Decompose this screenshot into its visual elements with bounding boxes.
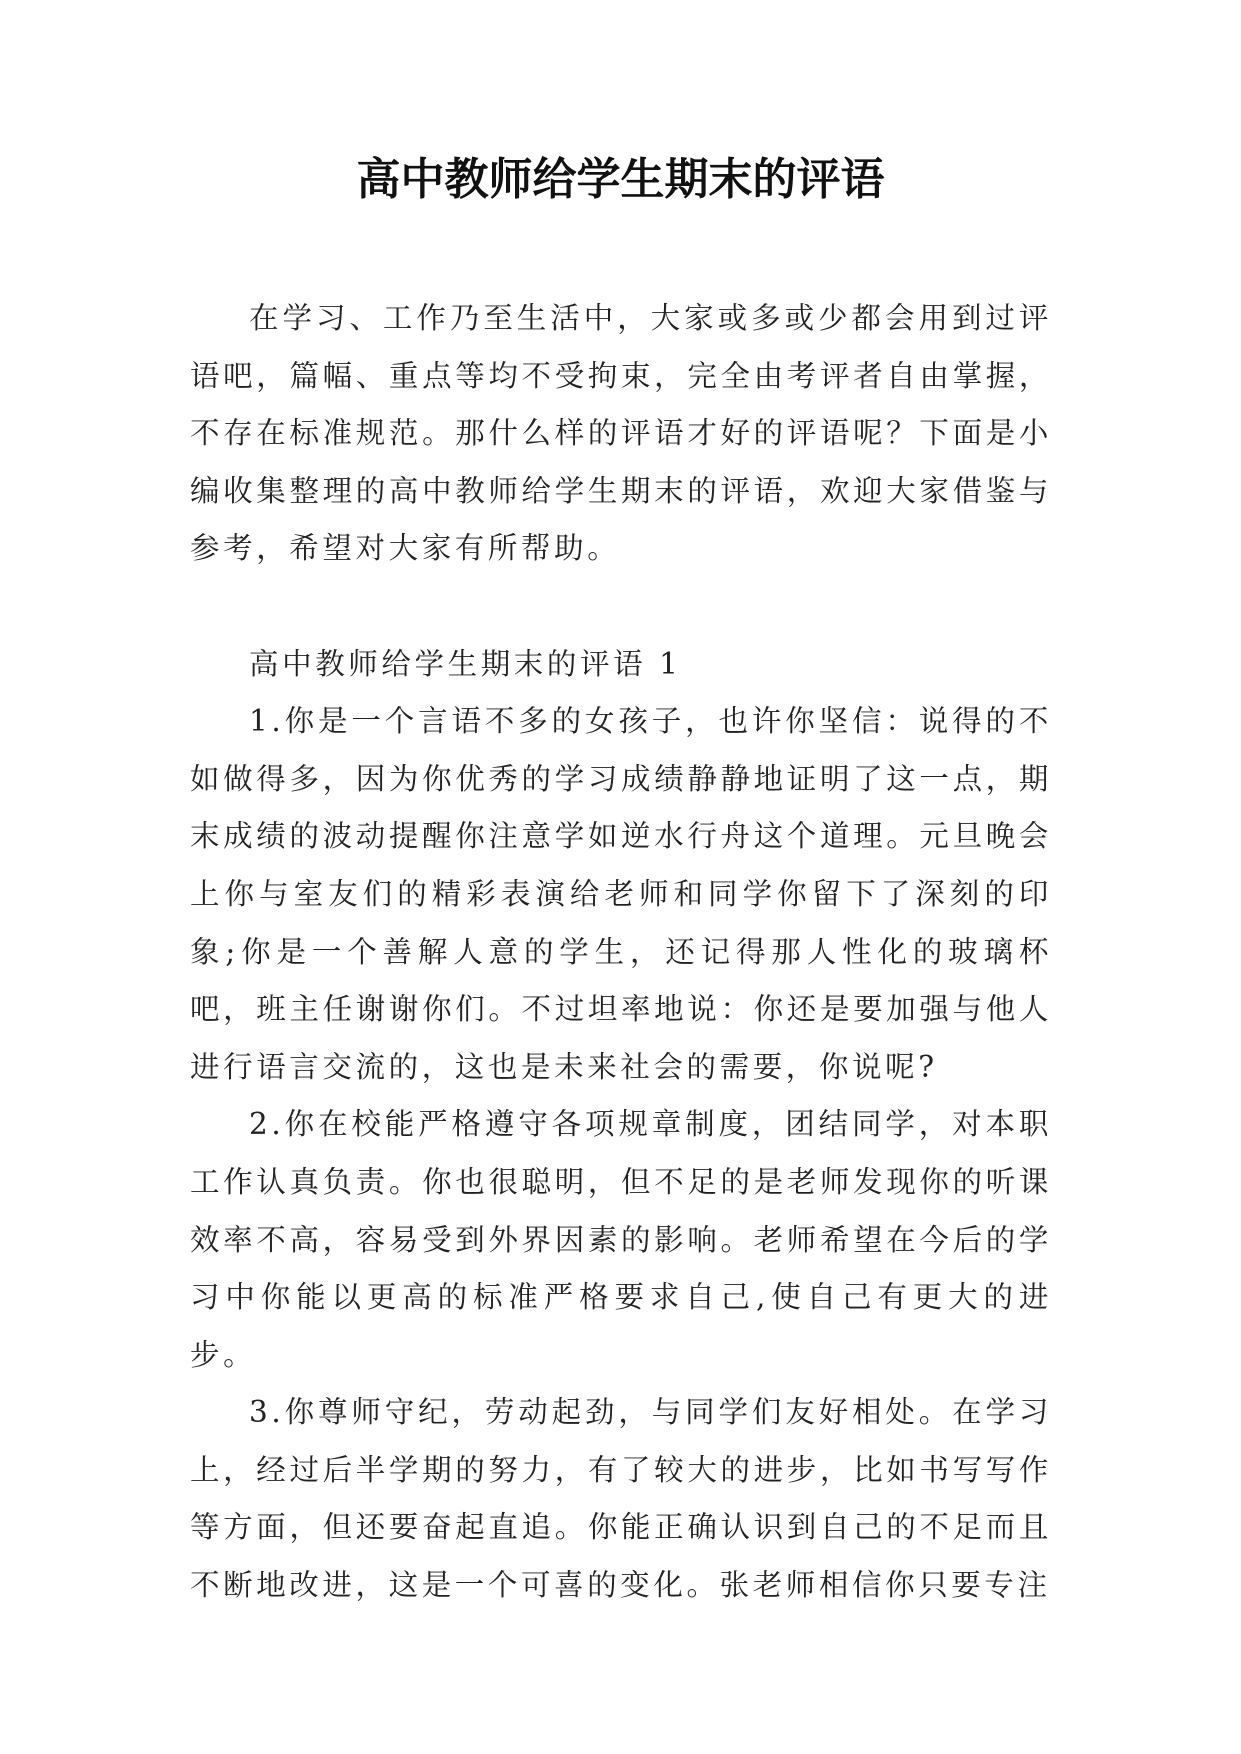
intro-paragraph: 在学习、工作乃至生活中，大家或多或少都会用到过评语吧，篇幅、重点等均不受拘束，完全由考评者自由掌握，不存在标准规范。那什么样的评语才好的评语呢？下面是小编收集整理的高中教师给学生期末的评语，欢迎大家借鉴与参考，希望对大家有所帮助。 [190, 301, 1052, 566]
paragraph-spacer [190, 578, 1052, 636]
comment-paragraph-3: 3.你尊师守纪，劳动起劲，与同学们友好相处。在学习上，经过后半学期的努力，有了较大的进步，比如书写写作等方面，但还要奋起直追。你能正确认识到自己的不足而且不断地改进，这是一个可喜的变化。张老师相信你只要专注 [190, 1395, 1052, 1603]
document-title: 高中教师给学生期末的评语 [356, 154, 885, 205]
section-heading: 高中教师给学生期末的评语 1 [249, 646, 682, 681]
comment-paragraph-1: 1.你是一个言语不多的女孩子，也许你坚信：说得的不如做得多，因为你优秀的学习成绩静静地证明了这一点，期末成绩的波动提醒你注意学如逆水行舟这个道理。元旦晚会上你与室友们的精彩表演给老师和同学你留下了深刻的印象;你是一个善解人意的学生，还记得那人性化的玻璃杯吧，班主任谢谢你们。不过坦率地说：你还是要加强与他人进行语言交流的，这也是未来社会的需要，你说呢? [190, 704, 1052, 1084]
comment-paragraph-2: 2.你在校能严格遵守各项规章制度，团结同学，对本职工作认真负责。你也很聪明，但不足的是老师发现你的听课效率不高，容易受到外界因素的影响。老师希望在今后的学习中你能以更高的标准严格要求自己,使自己有更大的进步。 [190, 1107, 1052, 1372]
document-body [190, 290, 1052, 1615]
